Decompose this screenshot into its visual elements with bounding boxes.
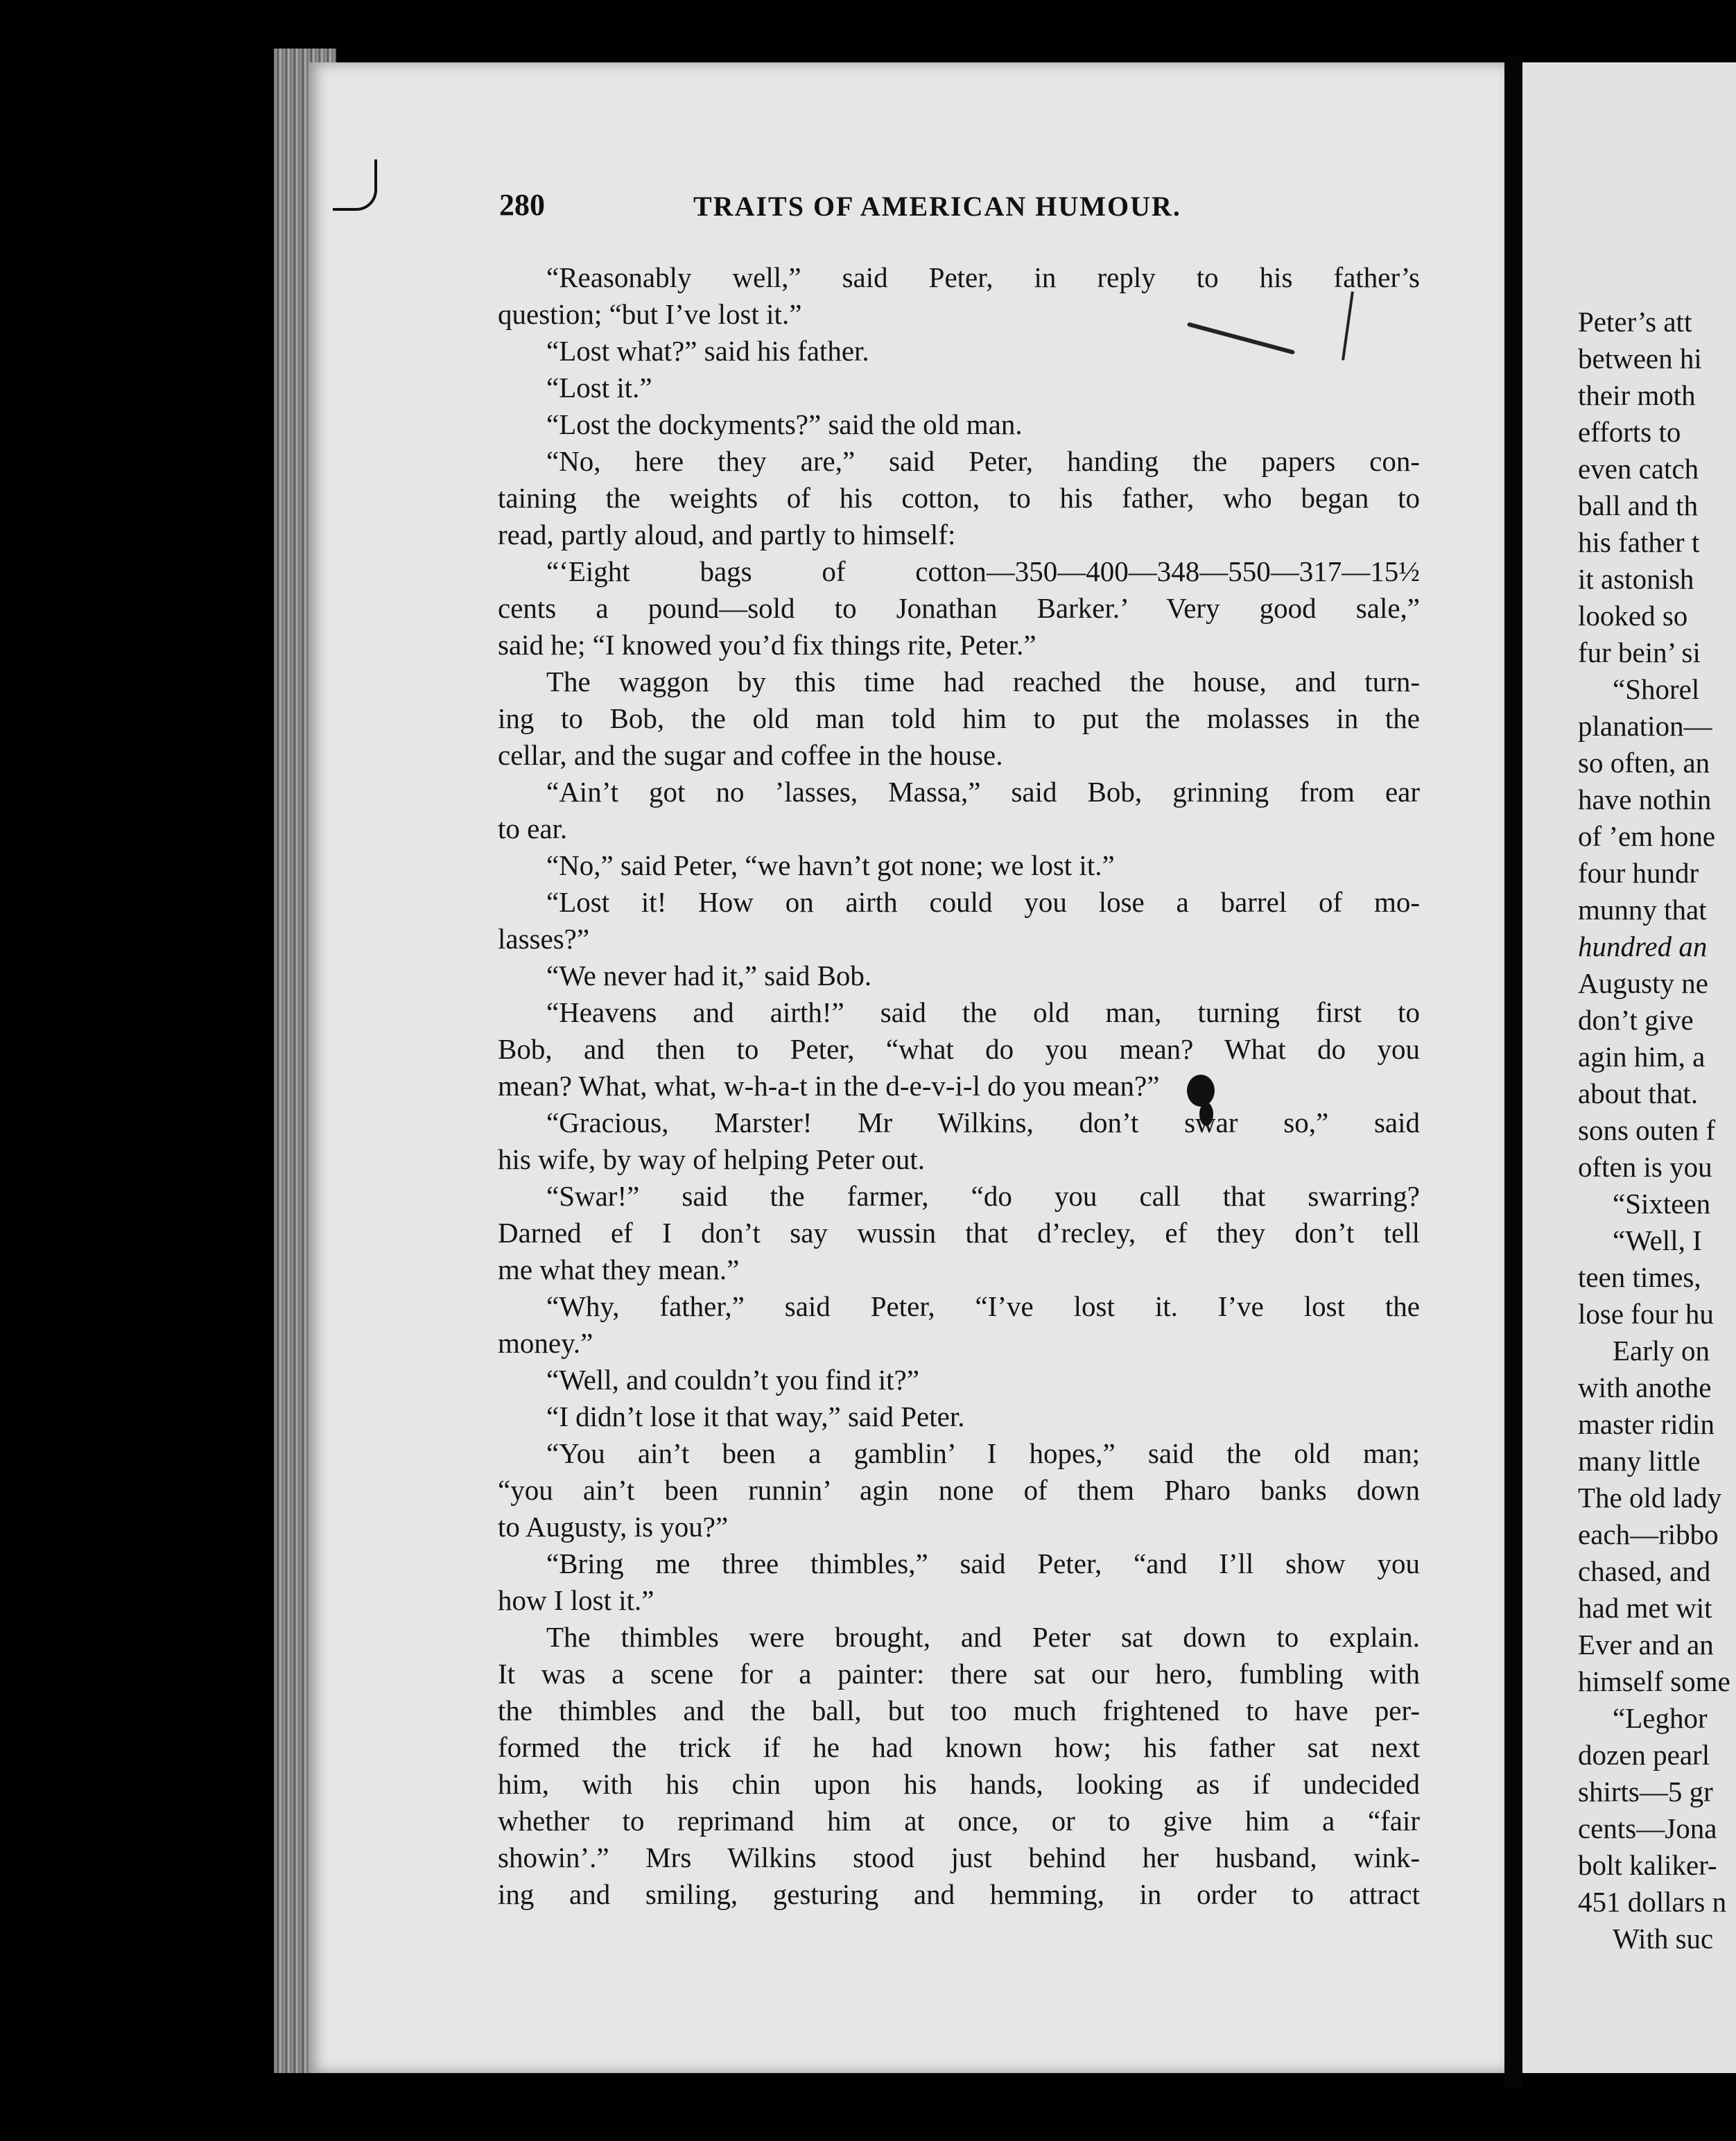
text-line: “Lost it.”	[546, 372, 652, 404]
text-line: with anothe	[1578, 1371, 1712, 1403]
text-line: munny that	[1578, 894, 1707, 926]
text-line: “Swar!” said the farmer, “do you call that swarring?	[546, 1180, 1420, 1212]
book-gutter	[1504, 55, 1522, 2087]
text-line: have nothin	[1578, 783, 1712, 815]
text-line: Ever and an	[1578, 1629, 1714, 1661]
text-line: taining the weights of his cotton, to his father, who began to	[498, 482, 1420, 514]
text-line: said he; “I knowed you’d fix things rite, Peter.”	[498, 629, 1036, 661]
text-line: many little	[1578, 1445, 1701, 1477]
text-line: chased, and	[1578, 1555, 1711, 1587]
text-line: whether to reprimand him at once, or to give him a “fair	[498, 1805, 1420, 1837]
text-line: so often, an	[1578, 747, 1710, 779]
running-head-title: TRAITS OF AMERICAN HUMOUR.	[693, 191, 1181, 222]
text-line: “Shorel	[1613, 673, 1700, 705]
text-line: question; “but I’ve lost it.”	[498, 298, 802, 330]
text-line: “I didn’t lose it that way,” said Peter.	[546, 1401, 965, 1432]
text-line: formed the trick if he had known how; his father sat next	[498, 1731, 1420, 1763]
text-line: fur bein’ si	[1578, 636, 1701, 668]
text-line: efforts to	[1578, 416, 1681, 448]
text-line: bolt kaliker-	[1578, 1849, 1717, 1881]
text-line: his father t	[1578, 526, 1700, 558]
text-line: mean? What, what, w-h-a-t in the d-e-v-i-l do you mean?”	[498, 1070, 1160, 1102]
text-line: “You ain’t been a gamblin’ I hopes,” said the old man;	[546, 1437, 1420, 1469]
text-line: Augusty ne	[1578, 967, 1708, 999]
text-line: The old lady	[1578, 1482, 1722, 1514]
text-line: it astonish	[1578, 563, 1694, 595]
text-line: read, partly aloud, and partly to himself:	[498, 519, 956, 551]
text-line: “Heavens and airth!” said the old man, turning first to	[546, 996, 1420, 1028]
text-line: cents—Jona	[1578, 1812, 1717, 1844]
text-line: “Ain’t got no ’lasses, Massa,” said Bob, grinning from ear	[546, 776, 1420, 808]
text-line: to ear.	[498, 813, 568, 844]
text-line: agin him, a	[1578, 1041, 1705, 1073]
text-line: The waggon by this time had reached the house, and turn-	[546, 666, 1420, 697]
text-line: “you ain’t been runnin’ agin none of them Pharo banks down	[498, 1474, 1420, 1506]
text-line: showin’.” Mrs Wilkins stood just behind her husband, wink-	[498, 1841, 1420, 1873]
text-line: hundred an	[1578, 930, 1708, 962]
text-line: “Reasonably well,” said Peter, in reply to his father’s	[546, 261, 1420, 293]
margin-pencil-mark	[333, 159, 377, 211]
text-line: each—ribbo	[1578, 1518, 1719, 1550]
text-line: planation—	[1578, 710, 1712, 742]
text-line: “Lost it! How on airth could you lose a barrel of mo-	[546, 886, 1420, 918]
text-line: “Lost what?” said his father.	[546, 335, 869, 367]
text-line: ing to Bob, the old man told him to put the molasses in the	[498, 702, 1420, 734]
text-line: himself some	[1578, 1665, 1730, 1697]
text-line: Early on	[1613, 1335, 1710, 1367]
text-line: me what they mean.”	[498, 1254, 740, 1285]
text-line: Peter’s att	[1578, 306, 1692, 338]
text-line: teen times,	[1578, 1261, 1701, 1293]
text-line: the thimbles and the ball, but too much frightened to have per-	[498, 1694, 1420, 1726]
text-line: shirts—5 gr	[1578, 1776, 1713, 1808]
text-line: their moth	[1578, 379, 1696, 411]
text-line: “No, here they are,” said Peter, handing the papers con-	[546, 445, 1420, 477]
text-line: “‘Eight bags of cotton—350—400—348—550—317—15½	[546, 555, 1420, 587]
text-line: “Gracious, Marster! Mr Wilkins, don’t swar so,” said	[546, 1107, 1420, 1138]
text-line: ball and th	[1578, 489, 1699, 521]
text-line: to Augusty, is you?”	[498, 1511, 729, 1543]
text-line: “Well, and couldn’t you find it?”	[546, 1364, 919, 1396]
text-line: lose four hu	[1578, 1298, 1714, 1330]
text-line: money.”	[498, 1327, 593, 1359]
text-line: The thimbles were brought, and Peter sat down to explain.	[546, 1621, 1420, 1653]
running-head	[499, 187, 1428, 229]
text-line: four hundr	[1578, 857, 1699, 889]
text-line: don’t give	[1578, 1004, 1694, 1036]
text-line: of ’em hone	[1578, 820, 1716, 852]
text-line: Darned ef I don’t say wussin that d’recley, ef they don’t tell	[498, 1217, 1420, 1249]
text-line: about that.	[1578, 1077, 1699, 1109]
text-line: cellar, and the sugar and coffee in the house.	[498, 739, 1003, 771]
text-line: With suc	[1613, 1923, 1714, 1954]
text-line: dozen pearl	[1578, 1739, 1710, 1771]
text-line: had met wit	[1578, 1592, 1712, 1624]
text-line: even catch	[1578, 453, 1699, 485]
text-line: “Lost the dockyments?” said the old man.	[546, 408, 1023, 440]
text-line: Bob, and then to Peter, “what do you mean? What do you	[498, 1033, 1420, 1065]
text-line: his wife, by way of helping Peter out.	[498, 1143, 926, 1175]
text-line: lasses?”	[498, 923, 590, 955]
right-page-text	[1578, 304, 1736, 1957]
text-line: him, with his chin upon his hands, looking as if undecided	[498, 1768, 1420, 1800]
text-line: “Well, I	[1613, 1224, 1702, 1256]
text-line: “Why, father,” said Peter, “I’ve lost it. I’ve lost the	[546, 1290, 1420, 1322]
text-line: ing and smiling, gesturing and hemming, in order to attract	[498, 1878, 1420, 1910]
text-line: “No,” said Peter, “we havn’t got none; we lost it.”	[546, 849, 1115, 881]
text-line: often is you	[1578, 1151, 1712, 1183]
text-line: how I lost it.”	[498, 1584, 654, 1616]
text-line: 451 dollars n	[1578, 1886, 1727, 1918]
left-page-text	[498, 259, 1420, 1913]
text-line: looked so	[1578, 600, 1688, 632]
page-number: 280	[499, 188, 545, 222]
text-line: “Leghor	[1613, 1702, 1708, 1734]
text-line: “Sixteen	[1613, 1188, 1711, 1220]
text-line: between hi	[1578, 343, 1702, 374]
text-line: sons outen f	[1578, 1114, 1716, 1146]
text-line: “We never had it,” said Bob.	[546, 960, 872, 991]
text-line: master ridin	[1578, 1408, 1715, 1440]
text-line: It was a scene for a painter: there sat our hero, fumbling with	[498, 1658, 1420, 1690]
text-line: cents a pound—sold to Jonathan Barker.’ Very good sale,”	[498, 592, 1420, 624]
text-line: “Bring me three thimbles,” said Peter, “and I’ll show you	[546, 1548, 1420, 1579]
